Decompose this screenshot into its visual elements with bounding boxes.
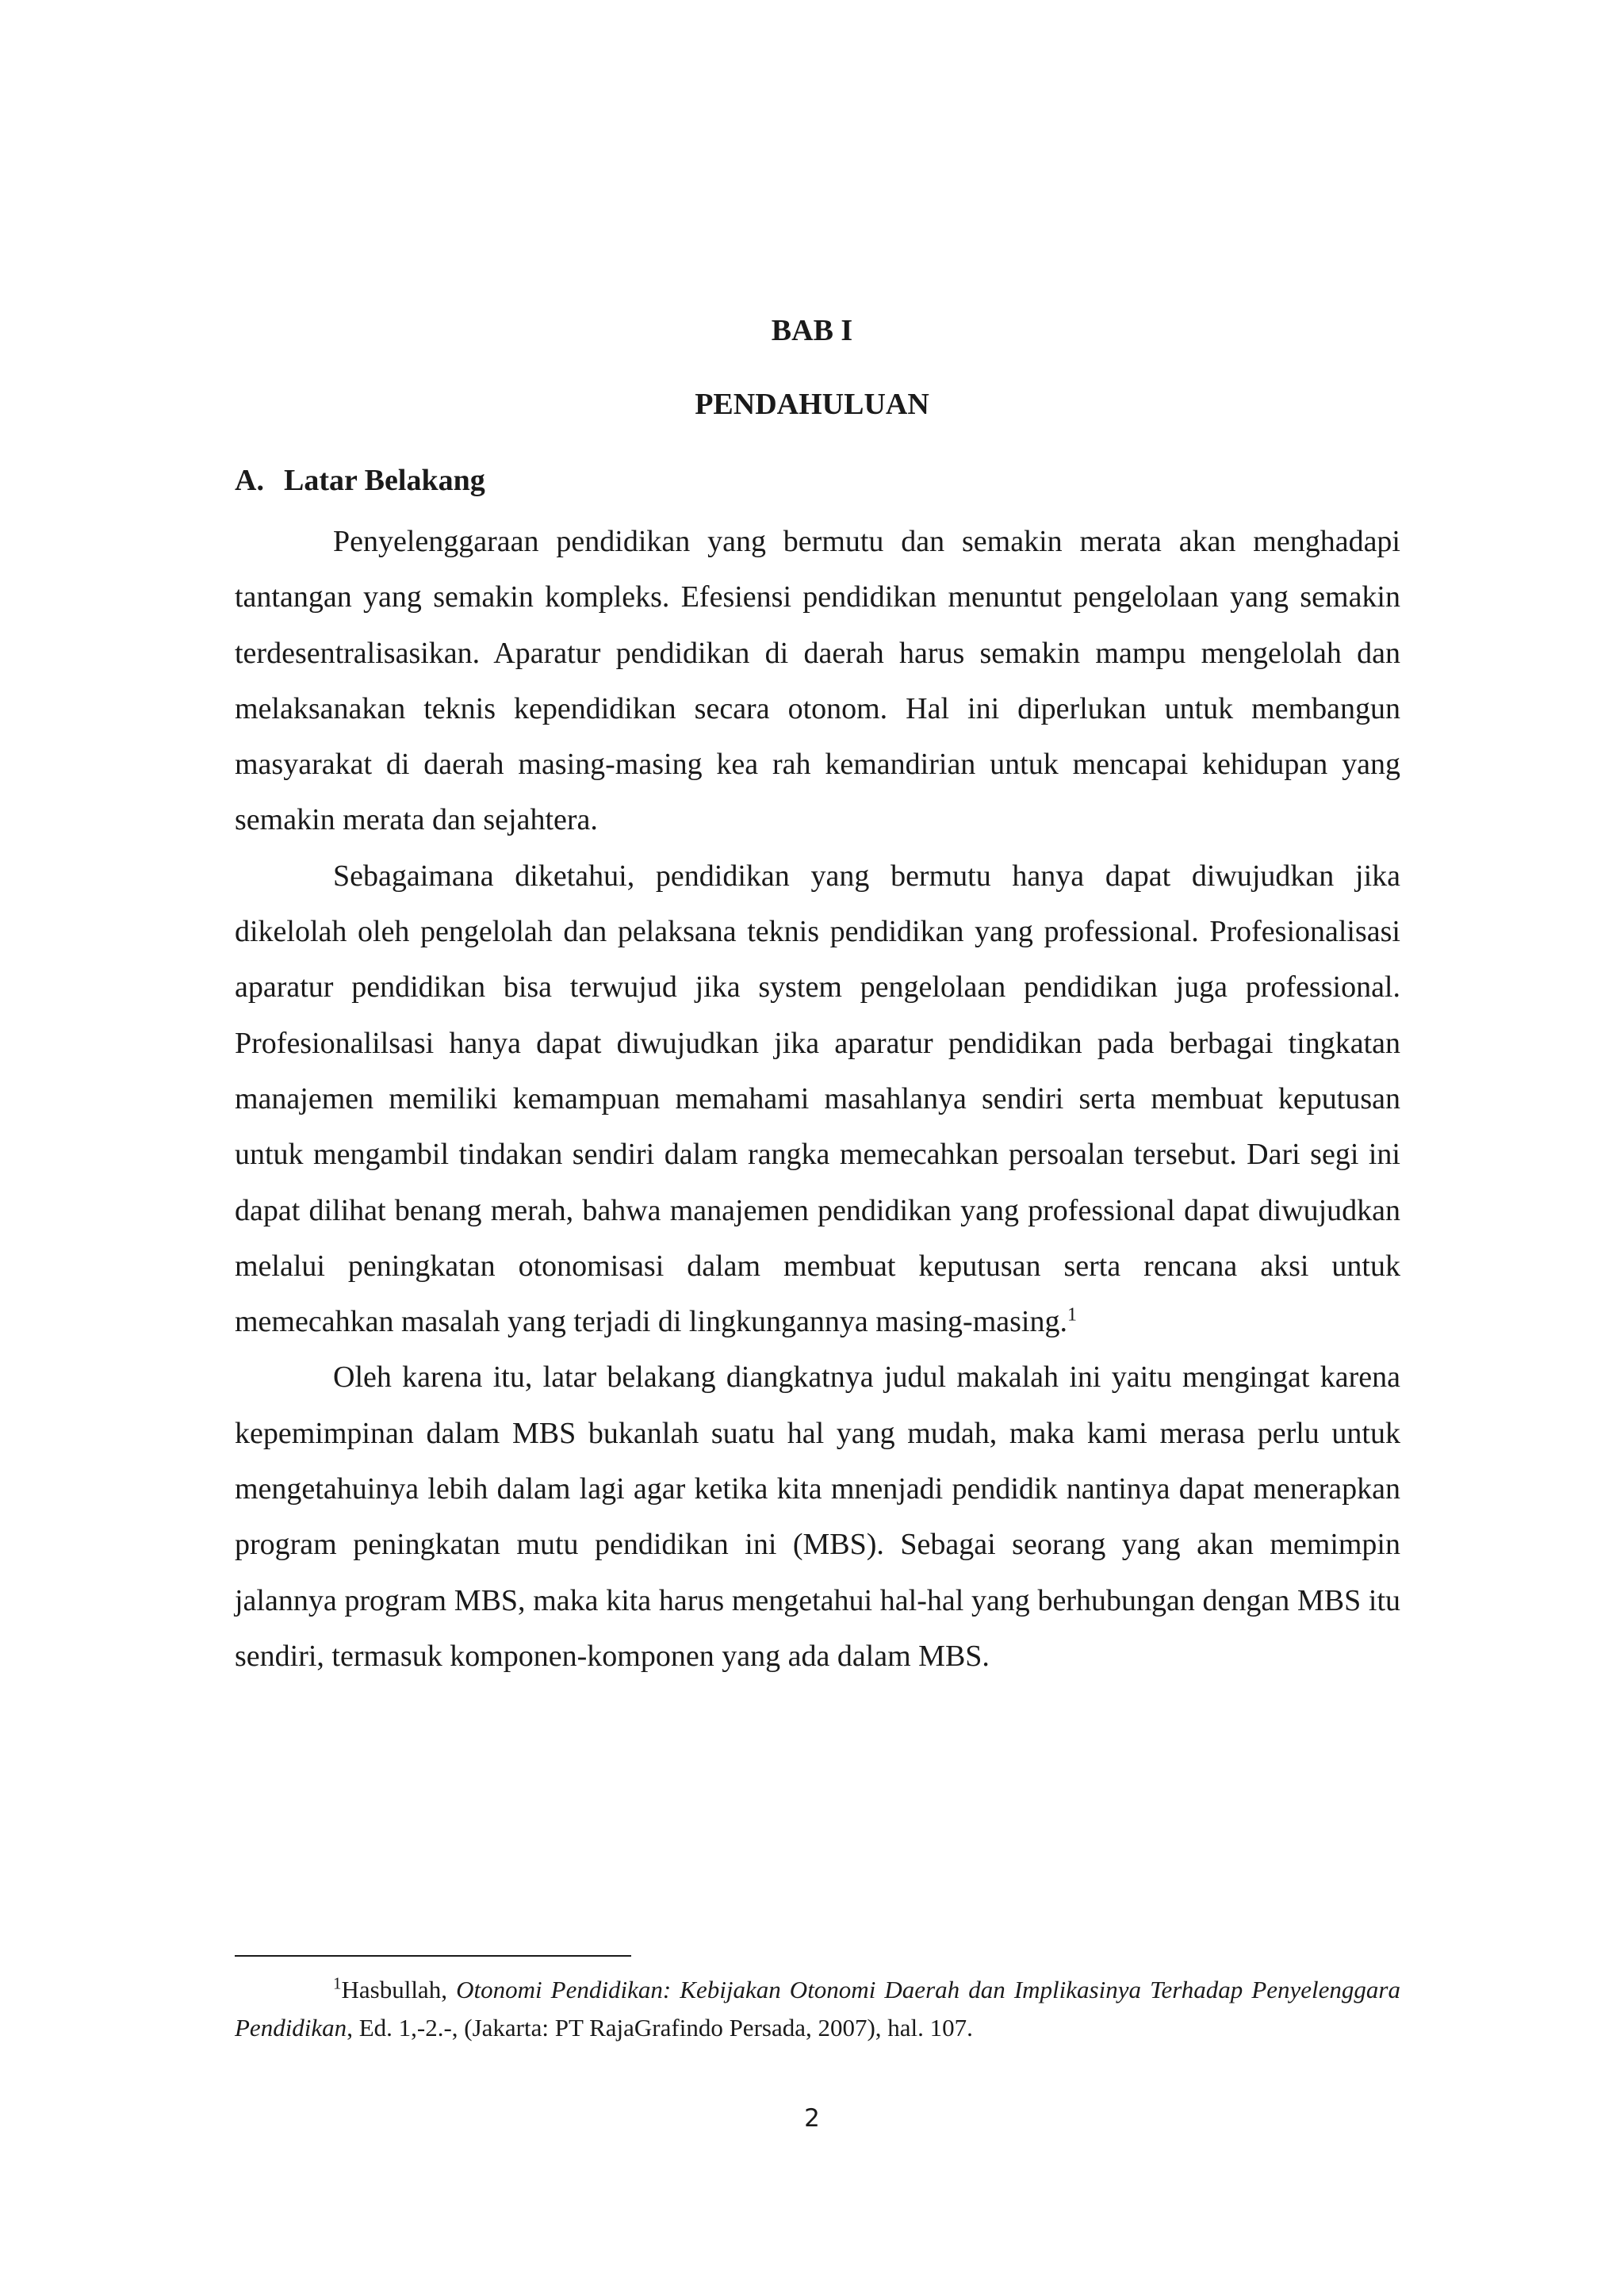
footnote-reference[interactable]: 1 [1067,1304,1077,1326]
section-heading [235,461,485,499]
paragraph-3-text: Oleh karena itu, latar belakang diangkatnya judul makalah ini yaitu mengingat karena kepemimpinan dalam MBS bukanlah suatu hal yang mudah, maka kami merasa perlu untuk mengetahuinya lebih dalam lagi agar ketika kita mnenjadi pendidik nantinya dapat menerapkan program peningkatan mutu pendidikan ini (MBS). Sebagai seorang yang akan memimpin jalannya program MBS, maka kita harus mengetahui hal-hal yang berhubungan dengan MBS itu sendiri, termasuk komponen-komponen yang ada dalam MBS. [235,1360,1400,1673]
footnote-number: 1 [333,1973,342,1993]
footnote [235,1971,1400,2047]
chapter-number: BAB I [771,314,853,347]
chapter-title: PENDAHULUAN [695,388,929,421]
paragraph-1 [235,514,1400,848]
paragraph-3 [235,1349,1400,1684]
paragraph-1-text: Penyelenggaraan pendidikan yang bermutu dan semakin merata akan menghadapi tantangan yang semakin kompleks. Efesiensi pendidikan menuntut pengelolaan yang semakin terdesentralisasikan. Aparatur pendidikan di daerah harus semakin mampu mengelolah dan melaksanakan teknis kependidikan secara otonom. Hal ini diperlukan untuk membangun masyarakat di daerah masing-masing kea rah kemandirian untuk mencapai kehidupan yang semakin merata dan sejahtera. [235,525,1400,837]
paragraph-2 [235,848,1400,1350]
body-text [235,514,1400,1684]
footnote-separator [235,1955,631,1957]
page-number: 2 [804,2104,820,2133]
footnote-book-title: Otonomi Pendidikan: Kebijakan Otonomi Daerah dan Implikasinya Terhadap Penyelenggara Pendidikan [235,1976,1400,2042]
section-title: Latar Belakang [284,464,485,497]
footnote-author: Hasbullah, [341,1976,457,2003]
section-letter: A. [235,464,264,497]
paragraph-2-text: Sebagaimana diketahui, pendidikan yang bermutu hanya dapat diwujudkan jika dikelolah oleh pengelolah dan pelaksana teknis pendidikan yang professional. Profesionalisasi aparatur pendidikan bisa terwujud jika system pengelolaan pendidikan juga professional. Profesionalilsasi hanya dapat diwujudkan jika aparatur pendidikan pada berbagai tingkatan manajemen memiliki kemampuan memahami masahlanya sendiri serta membuat keputusan untuk mengambil tindakan sendiri dalam rangka memecahkan persoalan tersebut. Dari segi ini dapat dilihat benang merah, bahwa manajemen pendidikan yang professional dapat diwujudkan melalui peningkatan otonomisasi dalam membuat keputusan serta rencana aksi untuk memecahkan masalah yang terjadi di lingkungannya masing-masing. [235,859,1400,1339]
footnote-details: , Ed. 1,-2.-, (Jakarta: PT RajaGrafindo Persada, 2007), hal. 107. [347,2014,973,2042]
